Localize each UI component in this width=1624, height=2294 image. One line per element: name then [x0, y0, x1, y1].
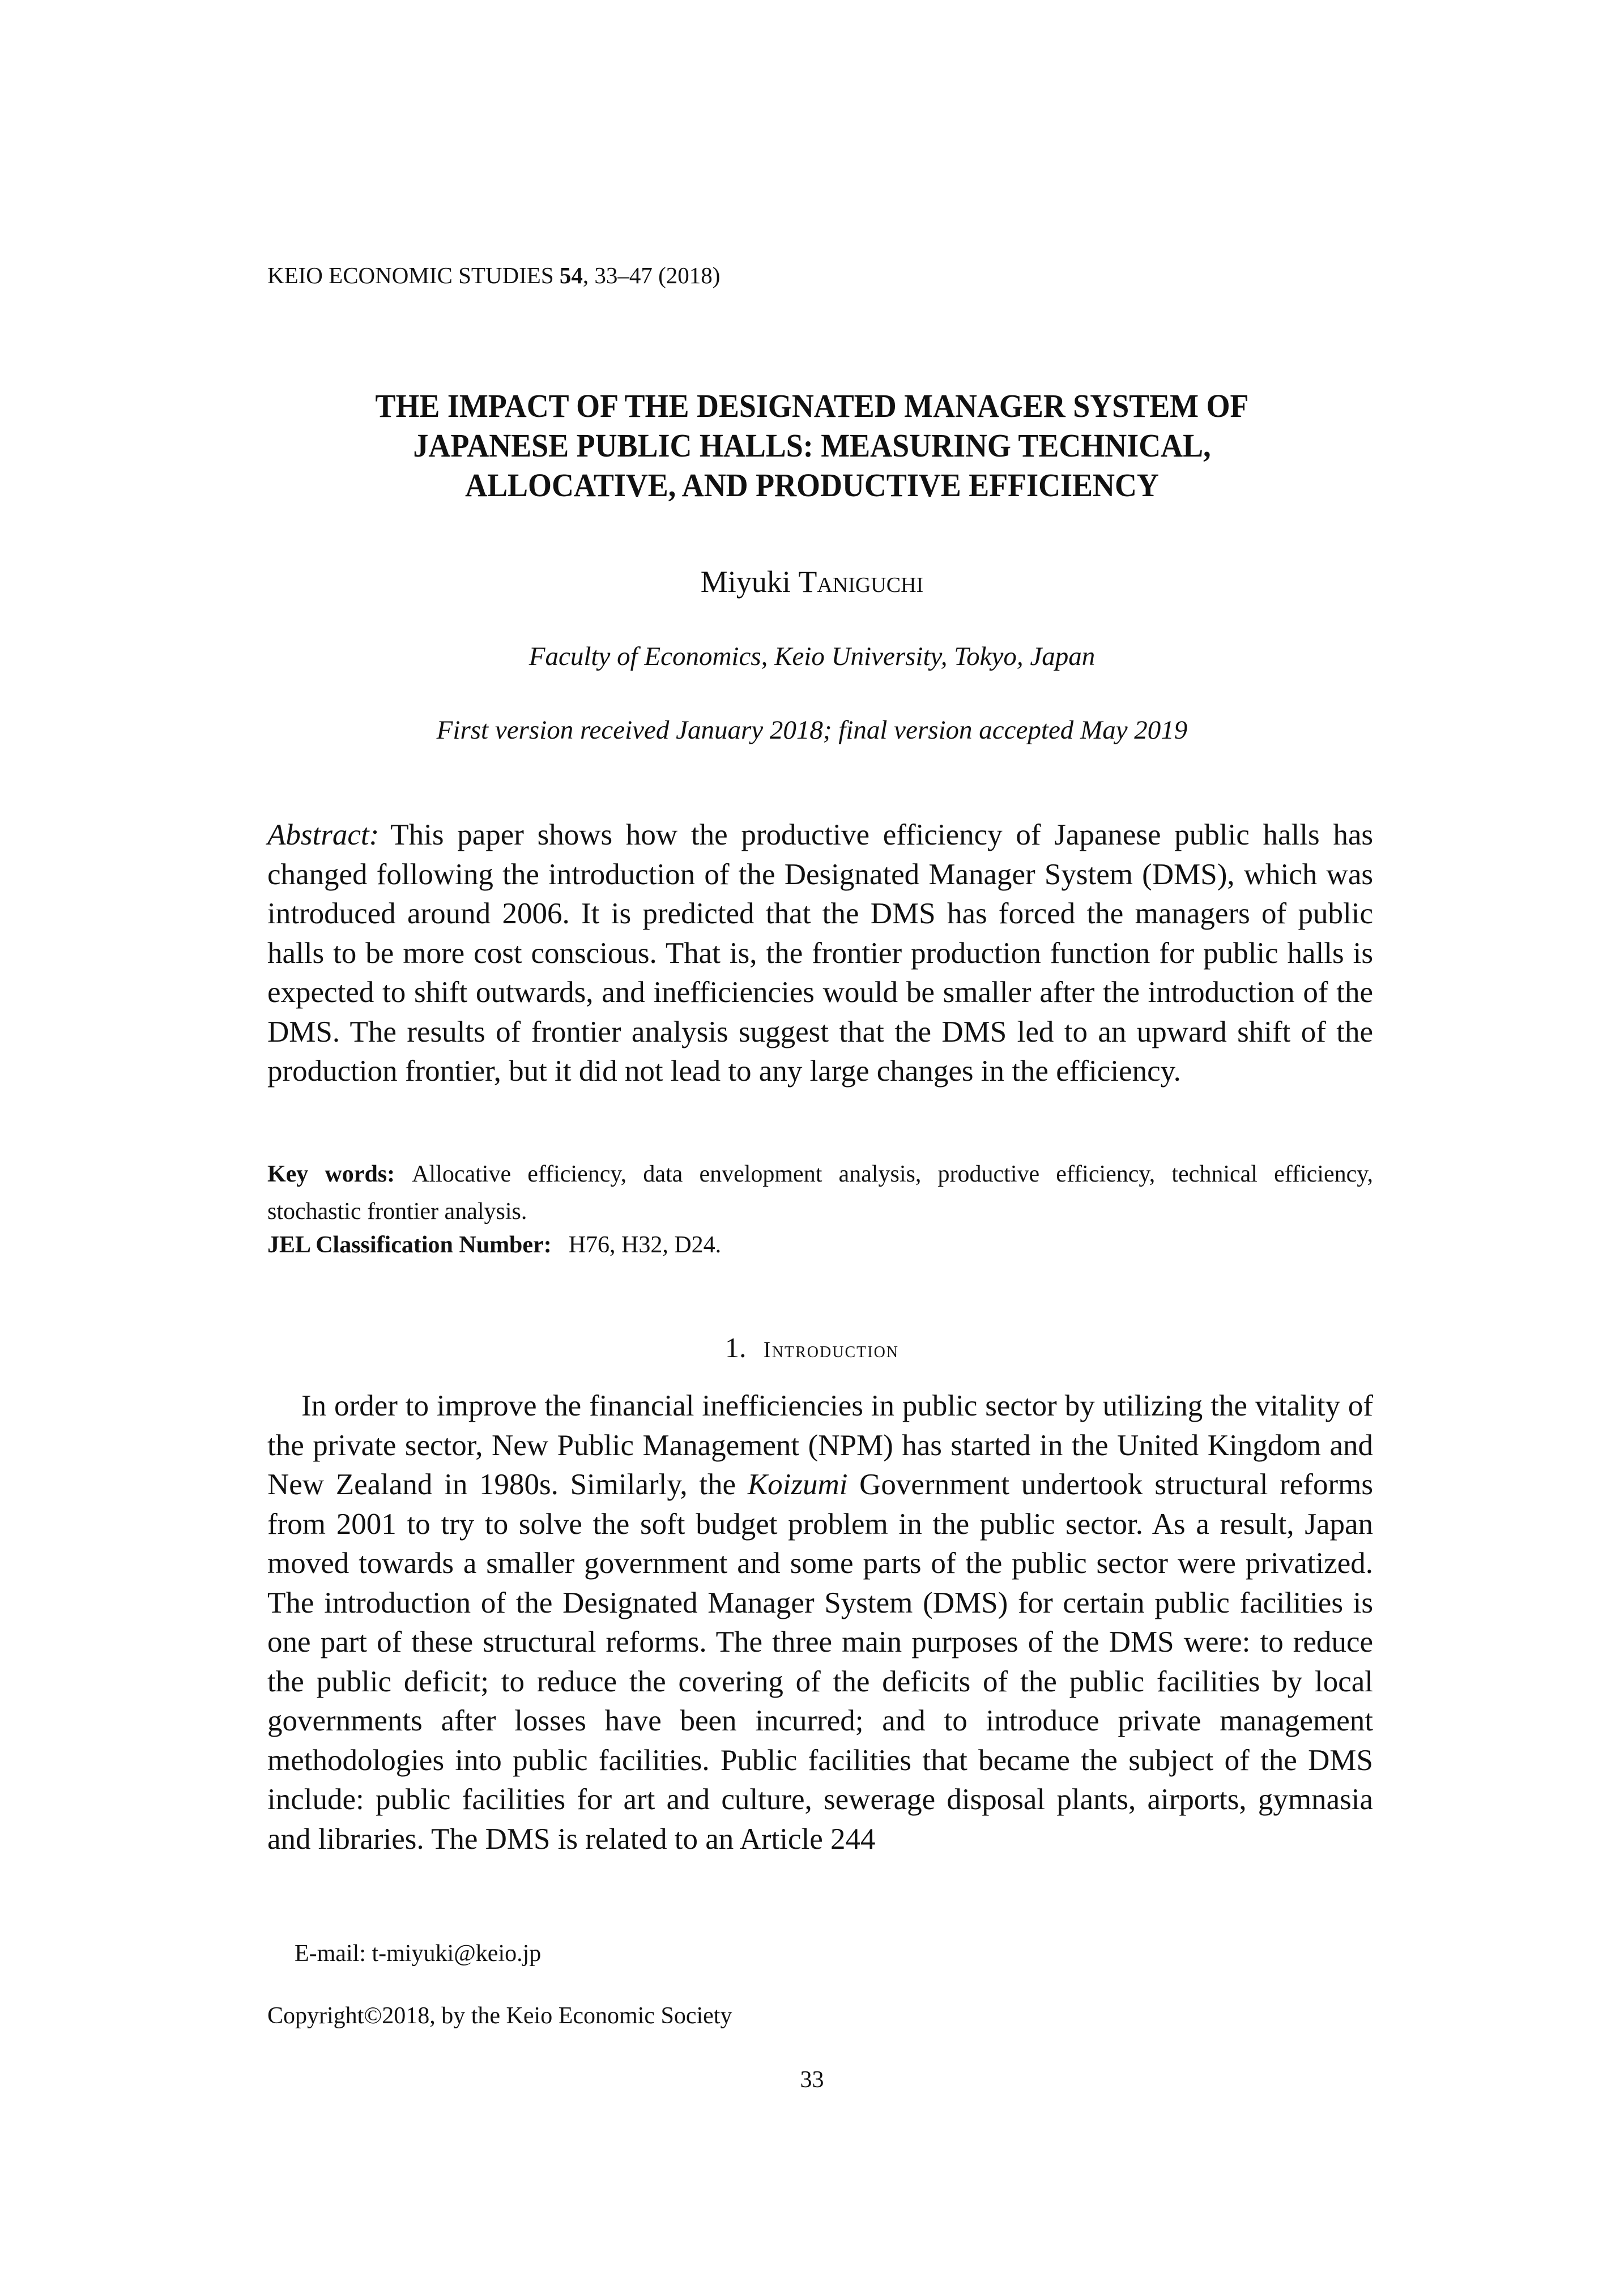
journal-name: KEIO ECONOMIC STUDIES [267, 262, 554, 288]
keywords-label: Key words: [267, 1161, 395, 1187]
affiliation: Faculty of Economics, Keio University, Tokyo, Japan [528, 642, 1096, 671]
page-number: 33 [800, 2067, 824, 2093]
footnote-email: E-mail: t-miyuki@keio.jp [295, 1941, 542, 1967]
keywords [267, 1155, 1373, 1230]
author-given-name: Miyuki [700, 565, 791, 599]
intro-text-part2: Government undertook structural reforms from 2001 to try to solve the soft budget problem in the public sector. As a result, Japan moved towards a smaller government and some parts of the public sector were privatized. The introduction of the Designated Manager System (DMS) for certain public facilities is one part of these structural reforms. The three main purposes of the DMS were: to reduce the public deficit; to reduce the covering of the deficits of the public facilities by local governments after losses have been incurred; and to introduce private management methodologies into public facilities. Public facilities that became the subject of the DMS include: public facilities for art and culture, sewerage disposal plants, airports, gymnasia and libraries. The DMS is related to an Article 244 [267, 1468, 1373, 1856]
abstract-label: Abstract: [267, 818, 380, 851]
title-line: THE IMPACT OF THE DESIGNATED MANAGER SYSTEM OF [375, 387, 1249, 424]
volume-number: 54 [559, 262, 583, 288]
running-header [267, 262, 720, 289]
keywords-text: Allocative efficiency, data envelopment analysis, productive efficiency, technical efficiency, stochastic frontier analysis. [267, 1161, 1373, 1225]
intro-text-part1: In order to improve the financial inefficiencies in public sector by utilizing the vitality of the private sector, New Public Management (NPM) has started in the United Kingdom and New Zealand in 1980s. Similarly, the [267, 1389, 1373, 1501]
section-number: 1. [724, 1332, 747, 1363]
intro-emphasis: Koizumi [747, 1468, 848, 1501]
author-name [0, 564, 1624, 599]
jel-classification [267, 1231, 721, 1259]
author-family-name: Taniguchi [798, 565, 924, 599]
paper-title [57, 386, 1567, 505]
section-heading [0, 1331, 1624, 1364]
copyright-notice: Copyright©2018, by the Keio Economic Society [267, 2003, 732, 2029]
jel-label: JEL Classification Number: [267, 1232, 552, 1258]
submission-dates: First version received January 2018; final version accepted May 2019 [436, 715, 1188, 745]
abstract-text: This paper shows how the productive efficiency of Japanese public halls has changed following the introduction of the Designated Manager System (DMS), which was introduced around 2006. It is predicted that the DMS has forced the managers of public halls to be more cost conscious. That is, the frontier production function for public halls is expected to shift outwards, and inefficiencies would be smaller after the introduction of the DMS. The results of frontier analysis suggest that the DMS led to an upward shift of the production frontier, but it did not lead to any large changes in the efficiency. [267, 818, 1373, 1088]
title-line: JAPANESE PUBLIC HALLS: MEASURING TECHNICAL, [413, 427, 1211, 464]
jel-codes: H76, H32, D24. [568, 1232, 722, 1258]
abstract [267, 816, 1373, 1091]
introduction-paragraph [267, 1387, 1373, 1859]
section-title: Introduction [763, 1337, 900, 1362]
pages-year: , 33–47 (2018) [582, 262, 721, 288]
title-line: ALLOCATIVE, AND PRODUCTIVE EFFICIENCY [465, 467, 1159, 504]
